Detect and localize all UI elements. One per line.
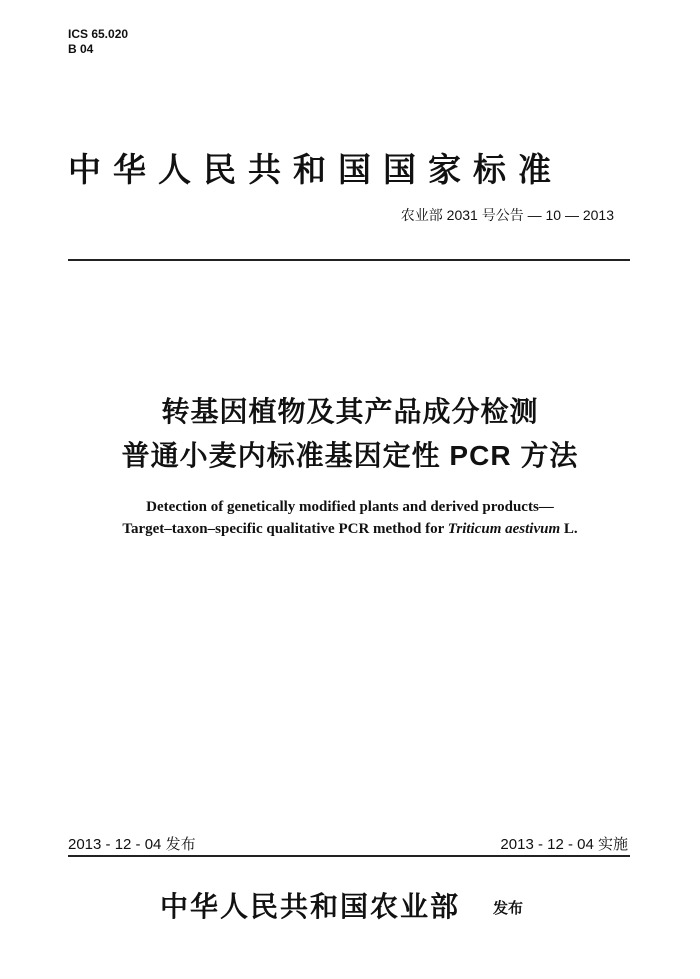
classification-code: B 04 xyxy=(68,42,94,56)
document-number: 农业部 2031 号公告 — 10 — 2013 xyxy=(400,207,614,223)
issue-date: 2013 - 12 - 04 发布 xyxy=(68,836,196,853)
english-title-prefix: Target–taxon–specific qualitative PCR method for xyxy=(122,521,448,537)
issuing-suffix: 发布 xyxy=(493,900,524,917)
top-divider xyxy=(68,259,630,261)
standard-title: 中华人民共和国国家标准 xyxy=(68,151,563,188)
english-title-line-2 xyxy=(0,521,700,538)
bottom-divider xyxy=(68,855,630,857)
chinese-title-line-2: 普通小麦内标准基因定性 PCR 方法 xyxy=(121,440,579,471)
ics-code: ICS 65.020 xyxy=(68,27,129,41)
chinese-title-line-1: 转基因植物及其产品成分检测 xyxy=(161,396,539,427)
english-title-line-1: Detection of genetically modified plants and derived products— xyxy=(146,499,554,515)
species-name: Triticum aestivum xyxy=(447,521,561,537)
english-title-suffix: L. xyxy=(560,521,578,537)
issuing-authority: 中华人民共和国农业部 xyxy=(160,892,461,923)
implementation-date: 2013 - 12 - 04 实施 xyxy=(500,836,628,853)
